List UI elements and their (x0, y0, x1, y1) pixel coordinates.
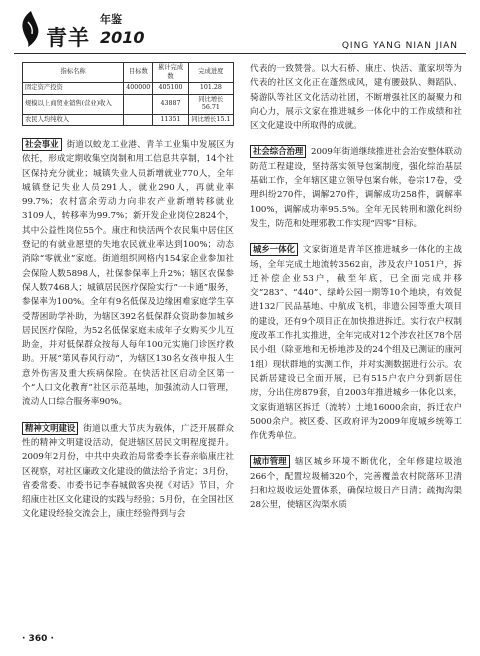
section-body: 代表的一致赞誉。以大石桥、康庄、快活、董家坝等为代表的社区文化正在蓬然成风，建有腰鼓队、舞蹈队、骑游队等社区文化活动社团，不断增强社区的凝聚力和向心力，展示文家在推进城乡一体化中的工作成绩和社区文化建设中所取得的成就。 (250, 64, 462, 132)
brand-name: 青羊 (46, 25, 90, 50)
table-cell: 同比增长56.71 (188, 94, 233, 114)
section-tag: 社会综合治理 (250, 145, 306, 158)
table-header-cell: 累计完成数 (153, 63, 188, 83)
section-tag: 精神文明建设 (22, 422, 78, 435)
table-cell: 400000 (124, 83, 153, 95)
brand-tag: 年鉴 (100, 13, 122, 26)
table-row (23, 83, 234, 95)
left-column (22, 62, 234, 528)
right-column (250, 62, 462, 519)
section-tag: 城乡一体化 (250, 243, 298, 256)
table-cell: 固定资产投资 (23, 83, 124, 95)
table-cell: 同比增长15.1 (188, 114, 233, 126)
table-cell (124, 114, 153, 126)
table-header-cell: 指标名称 (23, 63, 124, 83)
section-culture (22, 422, 234, 522)
section-tag: 城市管理 (250, 455, 290, 468)
section-body: 街道以重大节庆为载体，广泛开展群众性的精神文明建设活动，促进辖区居民文明程度提升。2009年2月份，中共中央政治局常委李长春亲临康庄社区视察，对社区廉政文化建设的做法给予肯定；3月份，省委常委、市委书记李春城做客央视《对话》节目，介绍康庄社区文化建设的实践与经验；5月份，在全国社区文化建设经验交流会上，康庄经验得到与会 (22, 423, 234, 520)
table-cell: 43887 (153, 94, 188, 114)
ink-brush-logo-icon (18, 10, 44, 48)
running-title: QING YANG NIAN JIAN (341, 41, 458, 51)
table-cell: 405100 (153, 83, 188, 95)
section-social (22, 138, 234, 410)
section-integration (250, 243, 462, 443)
section-body: 街道以蛟龙工业港、青羊工业集中发展区为依托，形成定期收集空岗制和用工信息共享制，14个社区保持充分就业；城镇失业人员新增就业770人，全年城镇登记失业人员291人，就业290人，再就业率99.7%；农村富余劳动力向非农产业新增转移就业3109人，转移率为99.7%；新开发企业岗位2824个，其中公益性岗位55个。康庄和快活两个农民集中居住区登记的有就业愿望的失地农民就业率达到100%；动态消除“零就业”家庭。街道组织网格内154家企业参加社会保险人数5898人，社保参保率上升2%；辖区农保参保人数7468人；城镇居民医疗保险实行“一卡通”服务，参保率为100%。全年有9名低保及边缘困难家庭学生享受帮困助学补助，为辖区392名低保群众资助参加城乡居民医疗保险，为52名低保家庭未成年子女购买少儿互助金，并对低保群众按每人每年100元实施门诊医疗救助。开展“第风春风行动”，为辖区130名女孩申报人生意外伤害及重大疾病保险。在快活社区启动全区第一个“人口文化教育”社区示范基地，加强流动人口管理，流动人口综合服务率90%。 (22, 140, 234, 408)
table-cell: 11351 (153, 114, 188, 126)
section-culture-continued (250, 62, 462, 133)
brand-year: 2010 (100, 28, 145, 47)
table-row (23, 94, 234, 114)
section-management (250, 455, 462, 512)
table-cell: 农民人均纯收入 (23, 114, 124, 126)
table-header-cell: 完成进度 (188, 63, 233, 83)
header-rule (14, 53, 466, 54)
page-header (0, 0, 480, 58)
section-body: 文家街道是青羊区推进城乡一体化的主战场，全年完成土地流转3562亩，涉及农户1051户，拆迁补偿企业53户，截至年底，已全面完成并移交“283”、“440”、绿岭公园一期等10个地块，有效促进132厂民品基地、中航成飞机，非遗公园等重大项目的建设，还有9个项目正在加快推进拆迁。实行农户权制度改革工作扎实推进，全年完成对12个涉农社区78个居民小组（除亚地和无桥地涉及的24个组及已测证的康河1组）现状群地的实测工作，并对实测数据进行公示。农民新居建设已全面开展，已有515户农户分到新居住房，分出住房879套，自2003年推进城乡一体化以来，文家街道辖区拆迁（流转）土地16000余亩，拆迁农户5000余户。被区委、区政府评为2009年度城乡统筹工作优秀单位。 (250, 245, 462, 442)
page-number: · 360 · (22, 634, 54, 644)
indicator-table (22, 62, 234, 126)
table-cell: 规模以上商贸业销售(营业)收入 (23, 94, 124, 114)
section-governance (250, 145, 462, 231)
section-tag: 社会事业 (22, 138, 62, 151)
table-header-cell: 目标数 (124, 63, 153, 83)
table-cell: 101.28 (188, 83, 233, 95)
table-header-row (23, 63, 234, 83)
section-body: 2009年街道继续推进社会治安整体联动防范工程建设，坚持落实领导包案制度，强化综治基层基础工作，全年辖区建立领导包案台帐，卷宗17卷，受理纠纷270件，调解270件，调解成功258件，调解率100%，调解成功率95.5%。全年无民转刑和激化纠纷发生，防范和处理邪教工作实现“四零”目标。 (250, 147, 462, 229)
table-cell (124, 94, 153, 114)
section-body: 辖区城乡环境不断优化，全年修建垃圾池266个，配置垃圾桶320个，完善覆盖农村院落环卫清扫和垃圾收运处置体系，确保垃圾日产日清；疏掏沟渠28公里，使辖区沟渠水质 (250, 457, 462, 511)
table-row (23, 114, 234, 126)
